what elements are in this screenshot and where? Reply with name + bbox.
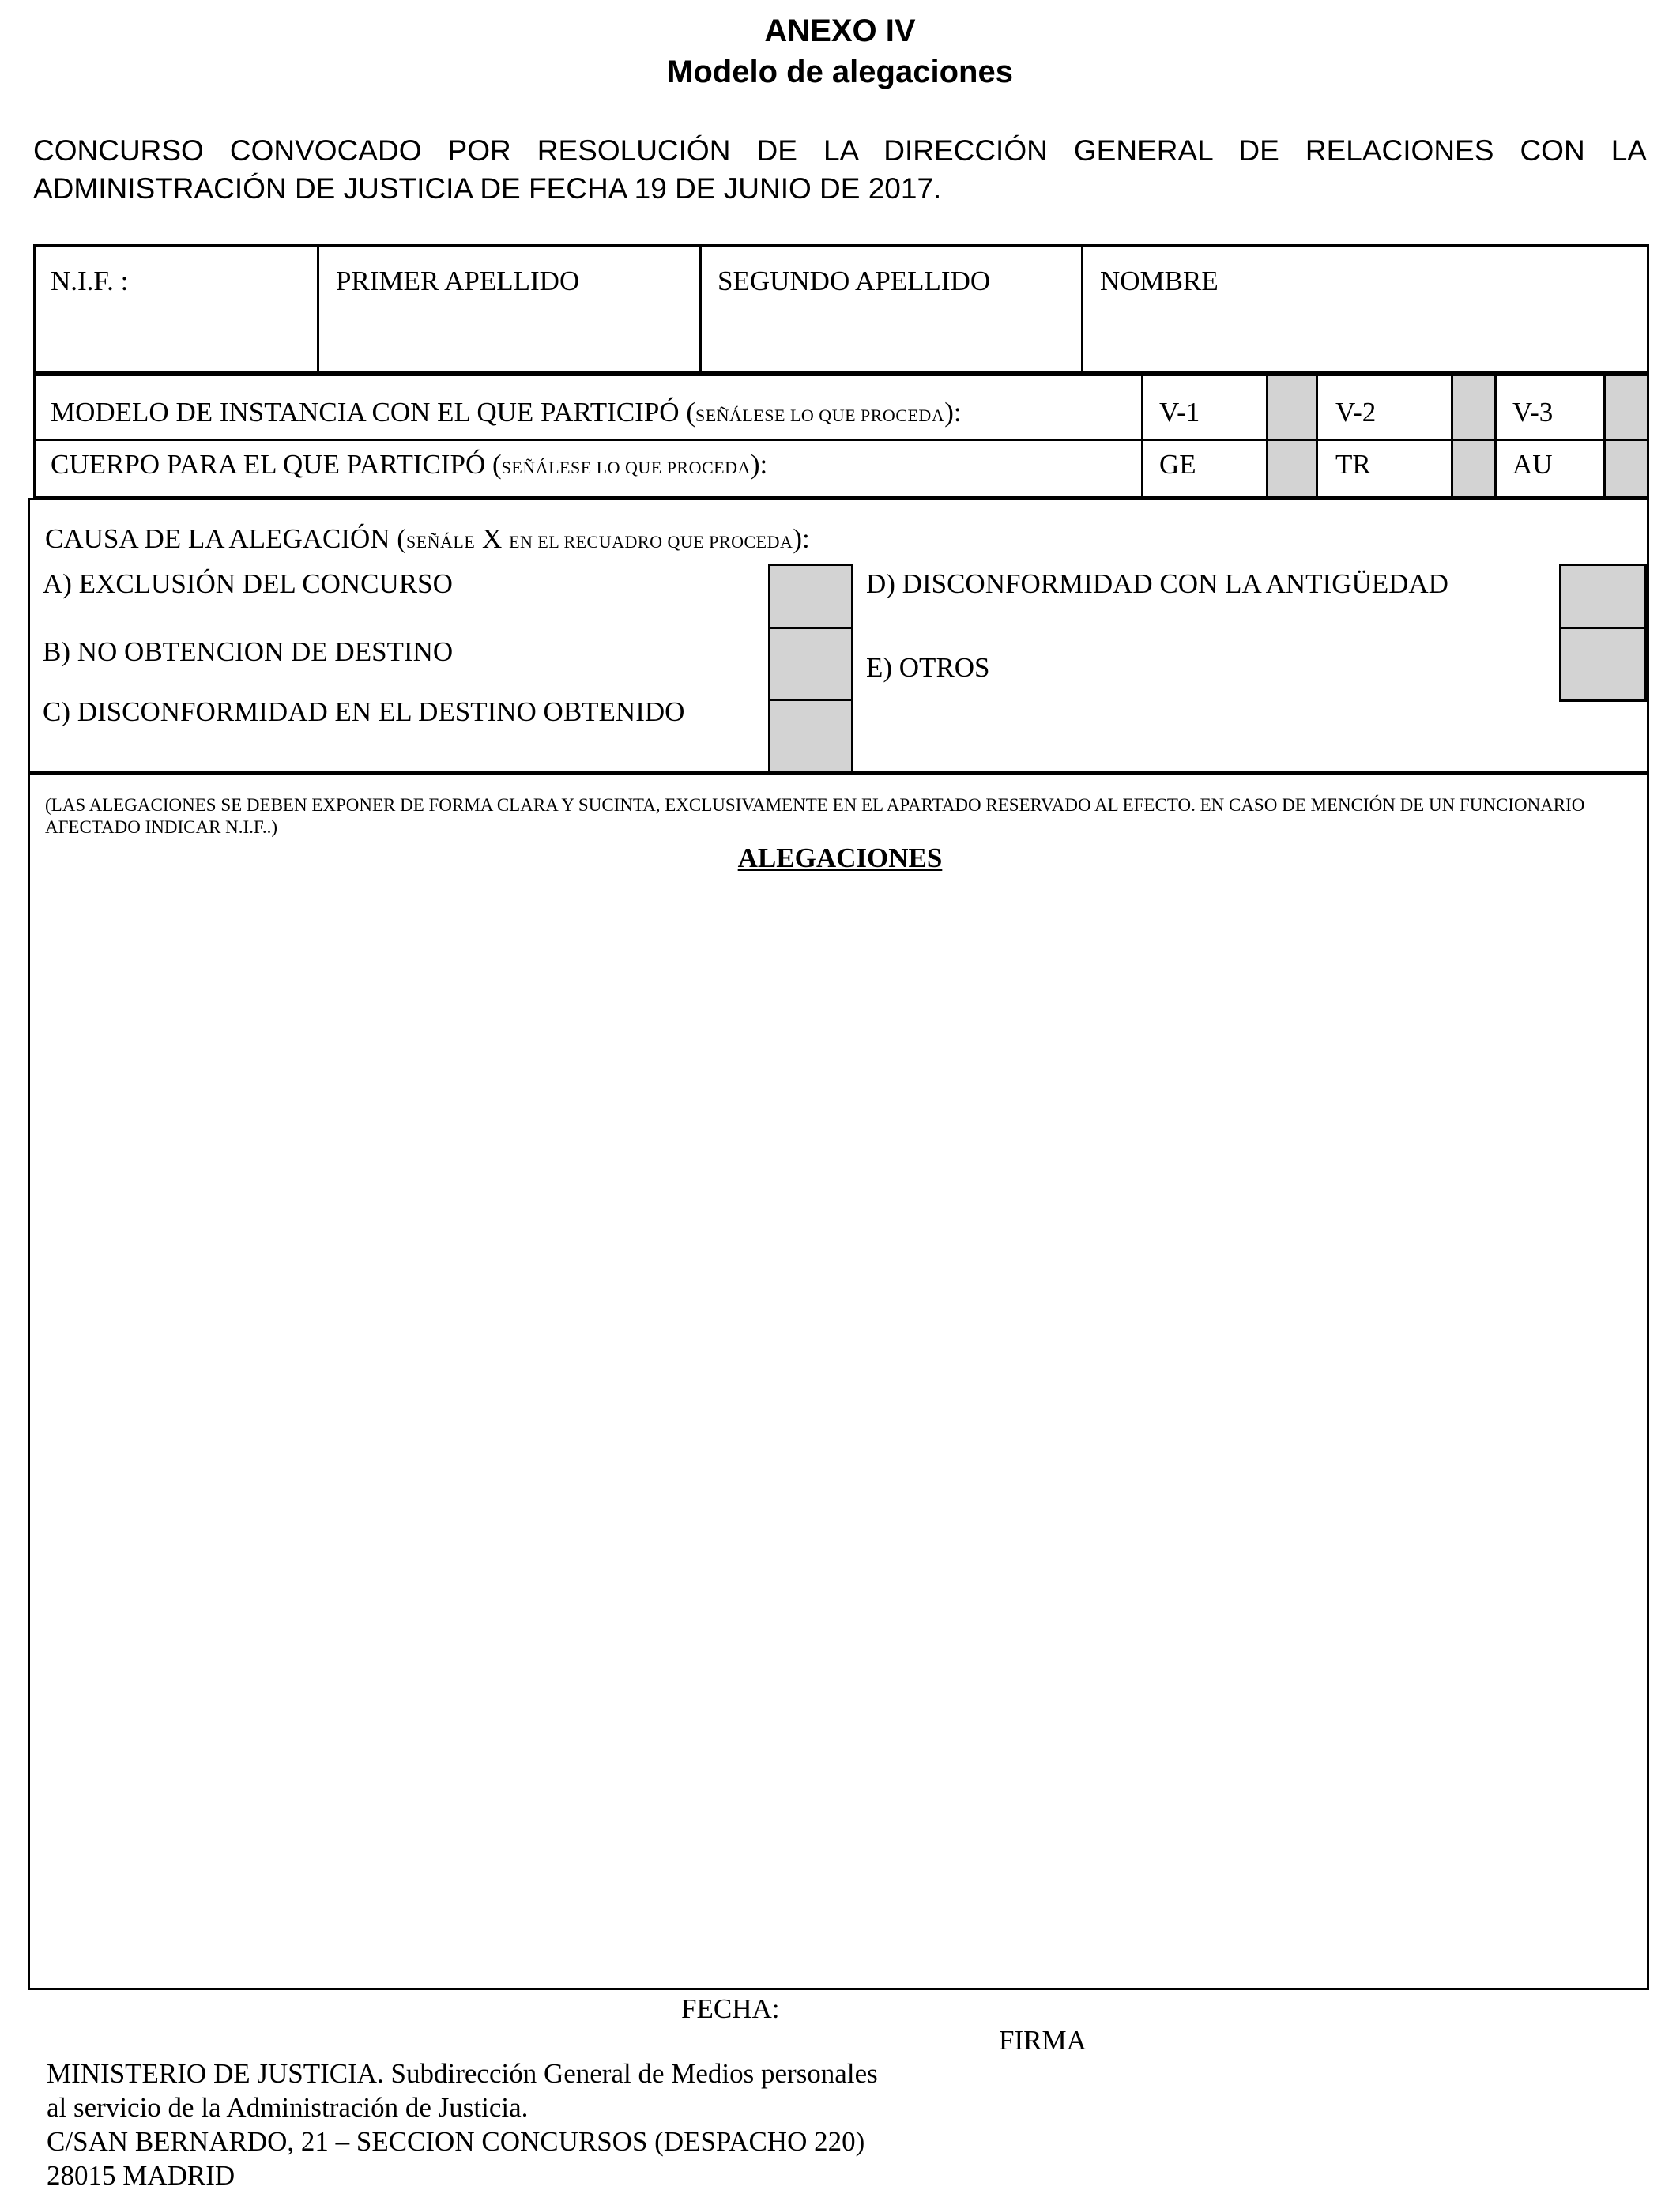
alegaciones-heading: ALEGACIONES xyxy=(737,843,943,873)
causa-d-checkbox[interactable] xyxy=(1559,564,1647,629)
concurso-line-1: CONCURSO CONVOCADO POR RESOLUCIÓN DE LA DIRECCIÓN GENERAL DE RELACIONES CON LA xyxy=(33,134,1647,167)
address-line-1: MINISTERIO DE JUSTICIA. Subdirección General de Medios personales xyxy=(47,2058,878,2089)
causa-c-checkbox[interactable] xyxy=(768,699,853,773)
option-ge: GE xyxy=(1159,449,1196,480)
alegaciones-instruction: (LAS ALEGACIONES SE DEBEN EXPONER DE FORMA CLARA Y SUCINTA, EXCLUSIVAMENTE EN EL APARTADO RESERVADO AL EFECTO. EN CASO DE MENCIÓN DE UN FUNCIONARIO AFECTADO INDICAR N.I.F..) xyxy=(45,795,1585,837)
firma-label: FIRMA xyxy=(999,2025,1087,2056)
form-subtitle: Modelo de alegaciones xyxy=(667,55,1013,89)
option-v2: V-2 xyxy=(1335,397,1377,428)
cuerpo-label: CUERPO PARA EL QUE PARTICIPÓ (SEÑÁLESE LO QUE PROCEDA): xyxy=(51,449,768,480)
modelo-v3-checkbox[interactable] xyxy=(1605,376,1647,439)
causa-e-label: E) OTROS xyxy=(866,652,990,683)
modelo-v1-checkbox[interactable] xyxy=(1268,376,1316,439)
option-v1: V-1 xyxy=(1159,397,1200,428)
causa-a-label: A) EXCLUSIÓN DEL CONCURSO xyxy=(43,568,453,599)
cuerpo-tr-checkbox[interactable] xyxy=(1452,441,1494,496)
fecha-label: FECHA: xyxy=(681,1993,780,2024)
alegaciones-text-area[interactable] xyxy=(47,885,1628,1976)
address-line-2: al servicio de la Administración de Justicia. xyxy=(47,2092,529,2123)
option-tr: TR xyxy=(1335,449,1371,480)
concurso-line-2: ADMINISTRACIÓN DE JUSTICIA DE FECHA 19 DE JUNIO DE 2017. xyxy=(33,172,942,205)
address-line-3: C/SAN BERNARDO, 21 – SECCION CONCURSOS (DESPACHO 220) xyxy=(47,2126,865,2157)
causa-b-label: B) NO OBTENCION DE DESTINO xyxy=(43,636,454,667)
option-v3: V-3 xyxy=(1512,397,1554,428)
causa-b-checkbox[interactable] xyxy=(768,627,853,701)
modelo-instancia-label: MODELO DE INSTANCIA CON EL QUE PARTICIPÓ (SEÑÁLESE LO QUE PROCEDA): xyxy=(51,397,962,428)
causa-c-label: C) DISCONFORMIDAD EN EL DESTINO OBTENIDO xyxy=(43,696,685,727)
cuerpo-ge-checkbox[interactable] xyxy=(1268,441,1316,496)
annex-title: ANEXO IV xyxy=(764,13,916,48)
option-au: AU xyxy=(1512,449,1553,480)
primer-apellido-field[interactable]: PRIMER APELLIDO xyxy=(336,266,580,296)
personal-data-table xyxy=(33,244,1649,374)
address-line-4: 28015 MADRID xyxy=(47,2160,235,2191)
modelo-v2-checkbox[interactable] xyxy=(1452,376,1494,439)
cuerpo-au-checkbox[interactable] xyxy=(1605,441,1647,496)
causa-e-checkbox[interactable] xyxy=(1559,627,1647,702)
nombre-field[interactable]: NOMBRE xyxy=(1100,266,1219,296)
nif-field[interactable]: N.I.F. : xyxy=(51,266,129,296)
causa-a-checkbox[interactable] xyxy=(768,564,853,629)
causa-d-label: D) DISCONFORMIDAD CON LA ANTIGÜEDAD xyxy=(866,568,1448,599)
segundo-apellido-field[interactable]: SEGUNDO APELLIDO xyxy=(718,266,991,296)
causa-label: CAUSA DE LA ALEGACIÓN (SEÑÁLE X EN EL RECUADRO QUE PROCEDA): xyxy=(45,523,810,554)
